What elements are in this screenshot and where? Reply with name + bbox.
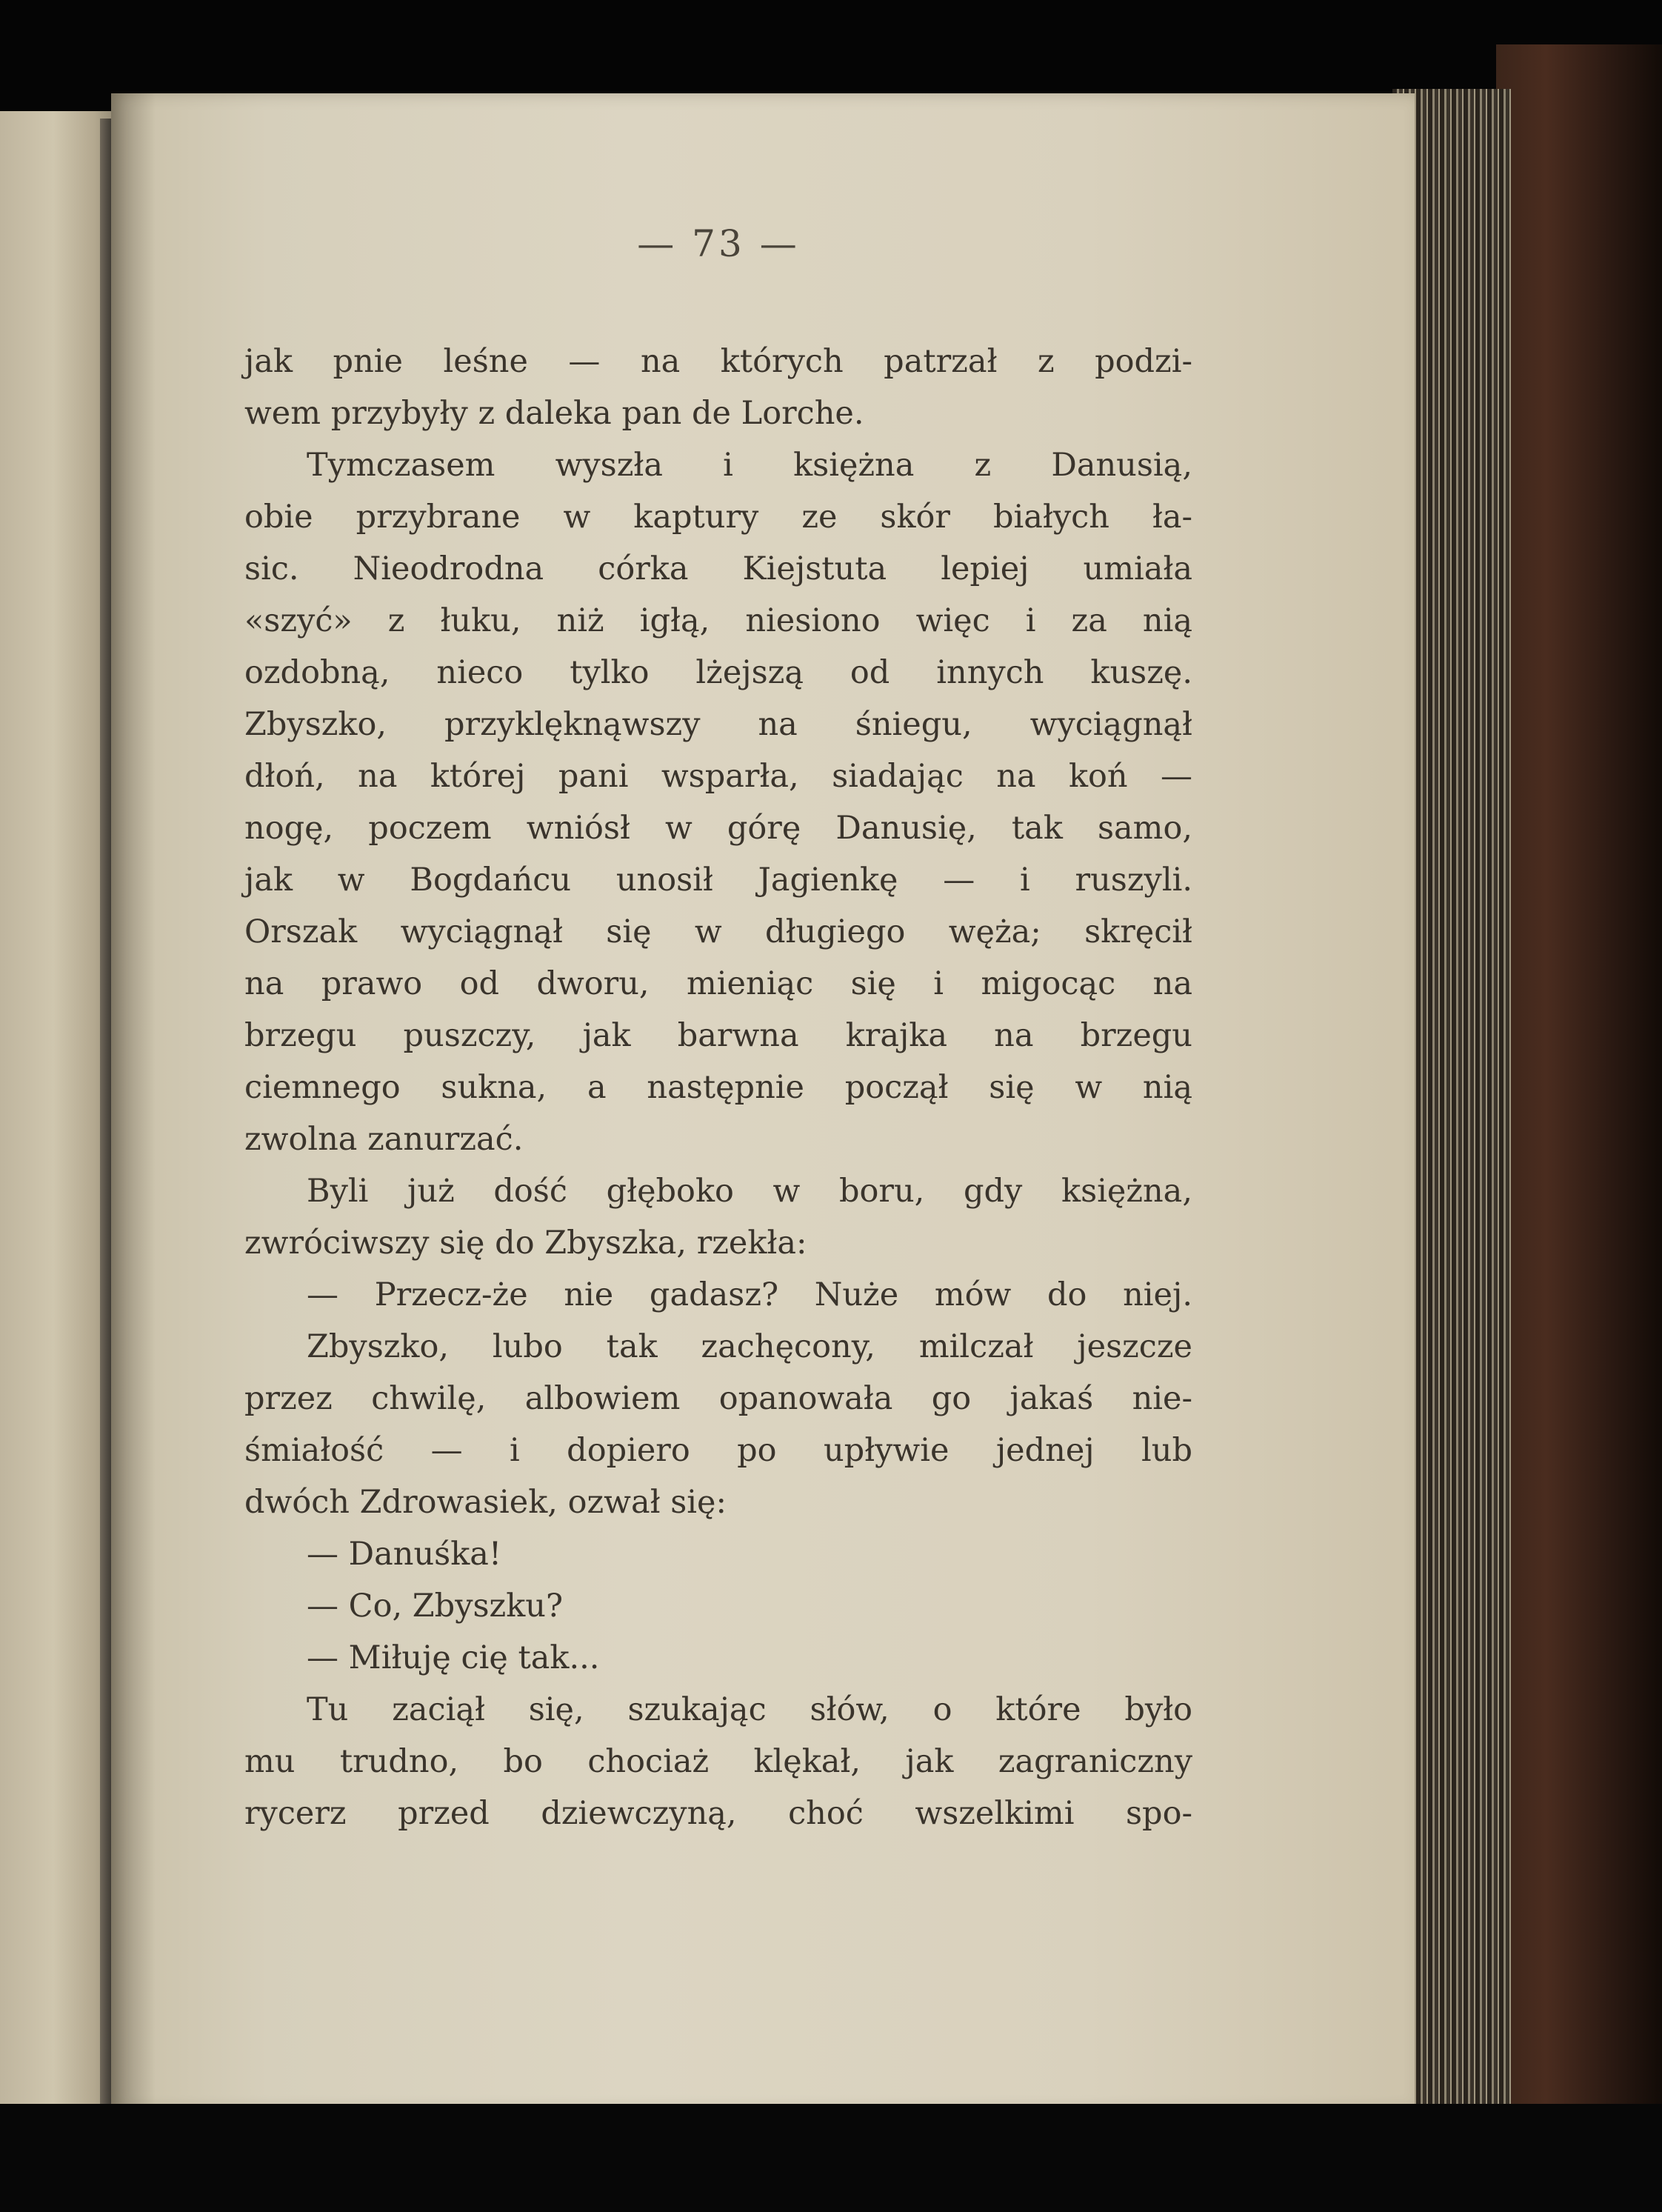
text-line: dwóch Zdrowasiek, ozwał się: (244, 1484, 727, 1521)
text-line: dłoń, na której pani wsparła, siadając na koń — (244, 758, 1192, 795)
text-line: obie przybrane w kaptury ze skór białych ła- (244, 499, 1192, 536)
text-line: rycerz przed dziewczyną, choć wszelkimi spo- (244, 1795, 1192, 1832)
text-line: brzegu puszczy, jak barwna krajka na brzegu (244, 1017, 1192, 1054)
text-line: ciemnego sukna, a następnie począł się w nią (244, 1069, 1192, 1106)
text-line: zwróciwszy się do Zbyszka, rzekła: (244, 1225, 807, 1262)
gutter-shadow (111, 93, 156, 2111)
text-line: — Miłuję cię tak... (307, 1639, 600, 1676)
text-line: Tu zaciął się, szukając słów, o które było (307, 1691, 1192, 1728)
text-line: nogę, poczem wniósł w górę Danusię, tak samo, (244, 810, 1192, 847)
text-line: jak pnie leśne — na których patrzał z podzi- (244, 343, 1192, 380)
text-line: ozdobną, nieco tylko lżejszą od innych kuszę. (244, 654, 1192, 691)
text-line: Zbyszko, przyklęknąwszy na śniegu, wyciągnął (244, 706, 1192, 743)
text-line: «szyć» z łuku, niż igłą, niesiono więc i za nią (244, 602, 1192, 639)
text-line: Byli już dość głęboko w boru, gdy księżna, (307, 1173, 1192, 1210)
text-line: mu trudno, bo chociaż klękał, jak zagraniczny (244, 1743, 1192, 1780)
text-line: jak w Bogdańcu unosił Jagienkę — i ruszyli. (244, 862, 1192, 899)
background-bottom (0, 2104, 1662, 2212)
book-cover-edge (1496, 44, 1662, 2163)
text-line: — Danuśka! (307, 1536, 502, 1573)
text-line: — Co, Zbyszku? (307, 1588, 564, 1625)
text-line: śmiałość — i dopiero po upływie jednej lub (244, 1432, 1192, 1469)
text-line: Orszak wyciągnął się w długiego węża; skręcił (244, 913, 1192, 950)
page-number: — 73 — (637, 222, 800, 265)
text-line: przez chwilę, albowiem opanowała go jakaś nie- (244, 1380, 1192, 1417)
text-line: Zbyszko, lubo tak zachęcony, milczał jeszcze (307, 1328, 1192, 1365)
text-line: Tymczasem wyszła i księżna z Danusią, (307, 447, 1192, 484)
text-line: na prawo od dworu, mieniąc się i migocąc na (244, 965, 1192, 1002)
text-line: sic. Nieodrodna córka Kiejstuta lepiej umiała (244, 550, 1192, 587)
text-line: wem przybyły z daleka pan de Lorche. (244, 395, 864, 432)
text-line: — Przecz-że nie gadasz? Nuże mów do niej. (307, 1276, 1192, 1313)
text-line: zwolna zanurzać. (244, 1121, 524, 1158)
